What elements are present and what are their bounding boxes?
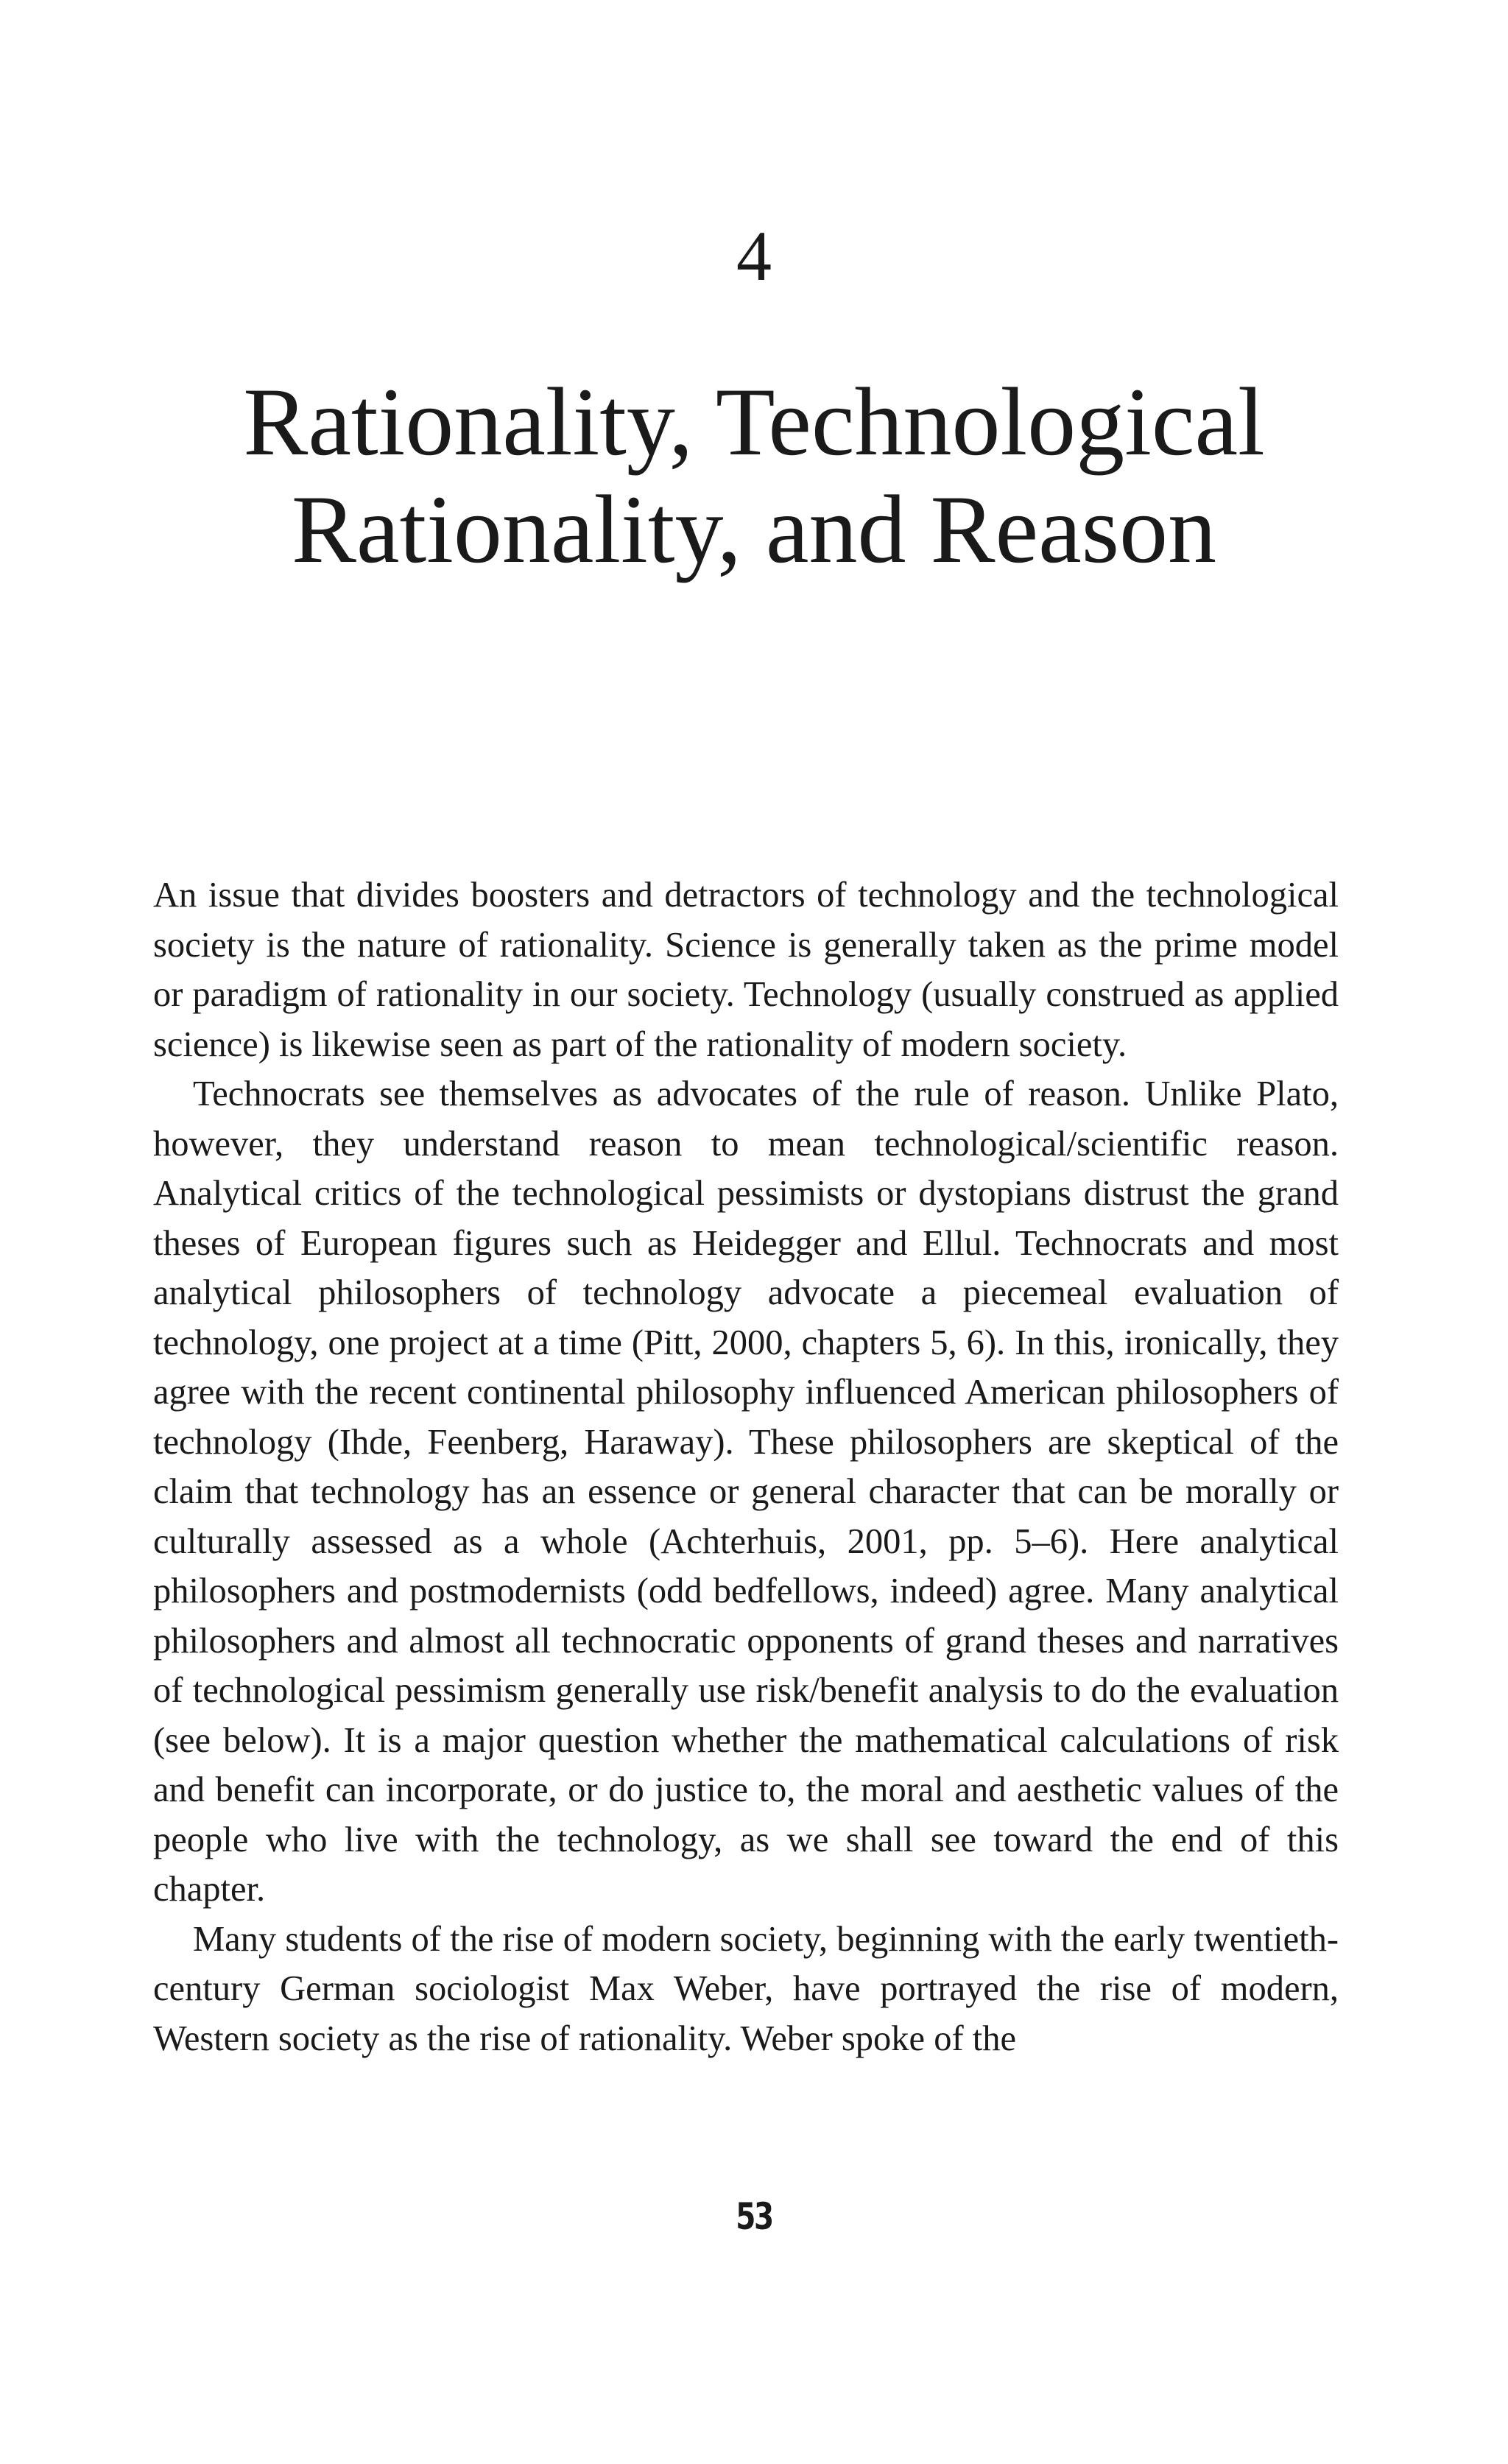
paragraph-2: Technocrats see themselves as advocates of the rule of reason. Unlike Plato, however, they understand reason to mean technological/scientific reason. Analytical critics of the technological pessimists or dystopians distrust the grand theses of European figures such as Heidegger and Ellul. Technocrats and most analytical philosophers of technology advocate a piecemeal evaluation of technology, one project at a time (Pitt, 2000, chapters 5, 6). In this, ironically, they agree with the recent continental philosophy influenced American philosophers of technology (Ihde, Feenberg, Haraway). These philosophers are skeptical of the claim that technology has an essence or general character that can be morally or culturally assessed as a whole (Achterhuis, 2001, pp. 5–6). Here analytical philosophers and postmodernists (odd bedfellows, indeed) agree. Many analytical philosophers and almost all technocratic opponents of grand theses and narratives of technological pessimism generally use risk/benefit analysis to do the evaluation (see below). It is a major question whether the mathematical calculations of risk and benefit can incorporate, or do justice to, the moral and aesthetic values of the people who live with the technology, as we shall see toward the end of this chapter. <box>153 1074 1339 1909</box>
body-text <box>153 870 1339 2063</box>
paragraph-1: An issue that divides boosters and detractors of technology and the technological society is the nature of rationality. Science is generally taken as the prime model or paradigm of rationality in our society. Technology (usually construed as applied science) is likewise seen as part of the rationality of modern society. <box>153 876 1339 1064</box>
chapter-title <box>147 368 1361 583</box>
paragraph-3: Many students of the rise of modern society, beginning with the early twentieth-century German sociologist Max Weber, have portrayed the rise of modern, Western society as the rise of rationality. Weber spoke of the <box>153 1919 1339 2058</box>
page-number: 53 <box>736 2195 772 2238</box>
chapter-number: 4 <box>736 217 772 295</box>
chapter-title-line-1: Rationality, Technological <box>243 367 1265 476</box>
chapter-title-line-2: Rationality, and Reason <box>291 475 1217 583</box>
